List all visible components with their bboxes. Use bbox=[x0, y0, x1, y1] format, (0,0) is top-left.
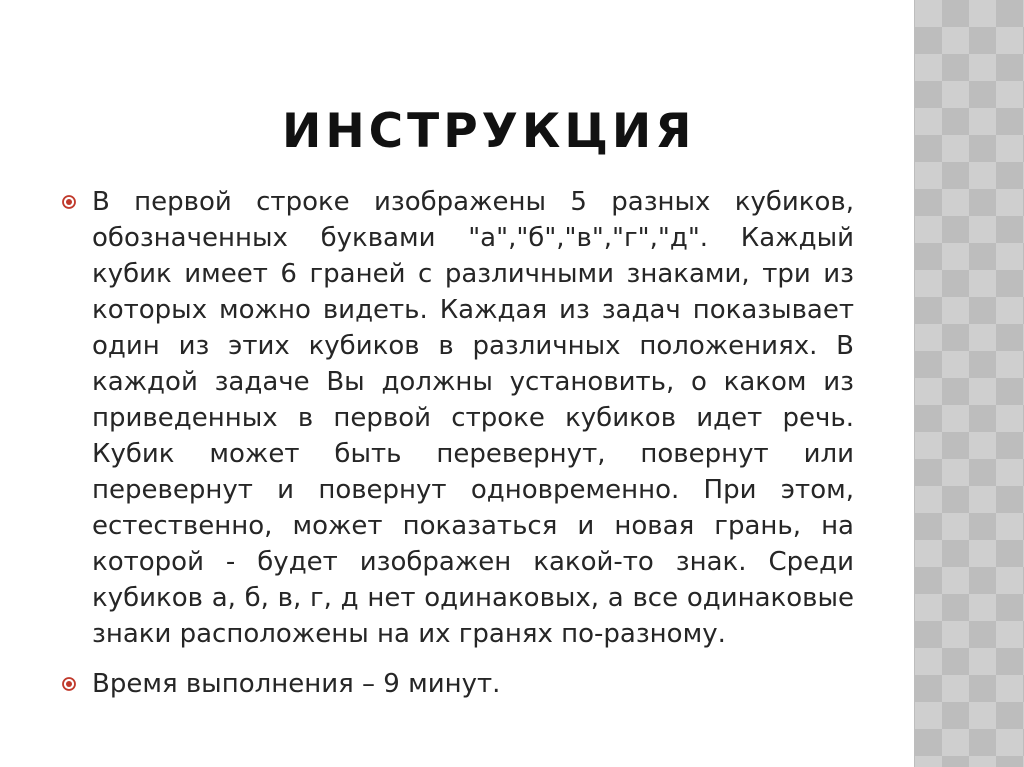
side-diamond-pattern bbox=[914, 0, 1024, 767]
bullet-item-instructions bbox=[62, 184, 854, 652]
bullet-circle-icon bbox=[62, 195, 76, 209]
bullet-circle-icon bbox=[62, 677, 76, 691]
bullet-item-time bbox=[62, 666, 854, 702]
bullet-text-time: Время выполнения – 9 минут. bbox=[92, 669, 501, 699]
bullet-text-instructions: В первой строке изображены 5 разных кубиков, обозначенных буквами "а","б","в","г","д". Каждый кубик имеет 6 граней с различными знаками, три из которых можно видеть. Каждая из задач показывает один из этих кубиков в различных положениях. В каждой задаче Вы должны установить, о каком из приведенных в первой строке кубиков идет речь. Кубик может быть перевернут, повернут или перевернут и повернут одновременно. При этом, естественно, может показаться и новая грань, на которой - будет изображен какой-то знак. Среди кубиков а, б, в, г, д нет одинаковых, а все одинаковые знаки расположены на их гранях по-разному. bbox=[92, 187, 854, 649]
slide-title: ИНСТРУКЦИЯ bbox=[282, 104, 696, 159]
bullet-list bbox=[62, 184, 854, 702]
